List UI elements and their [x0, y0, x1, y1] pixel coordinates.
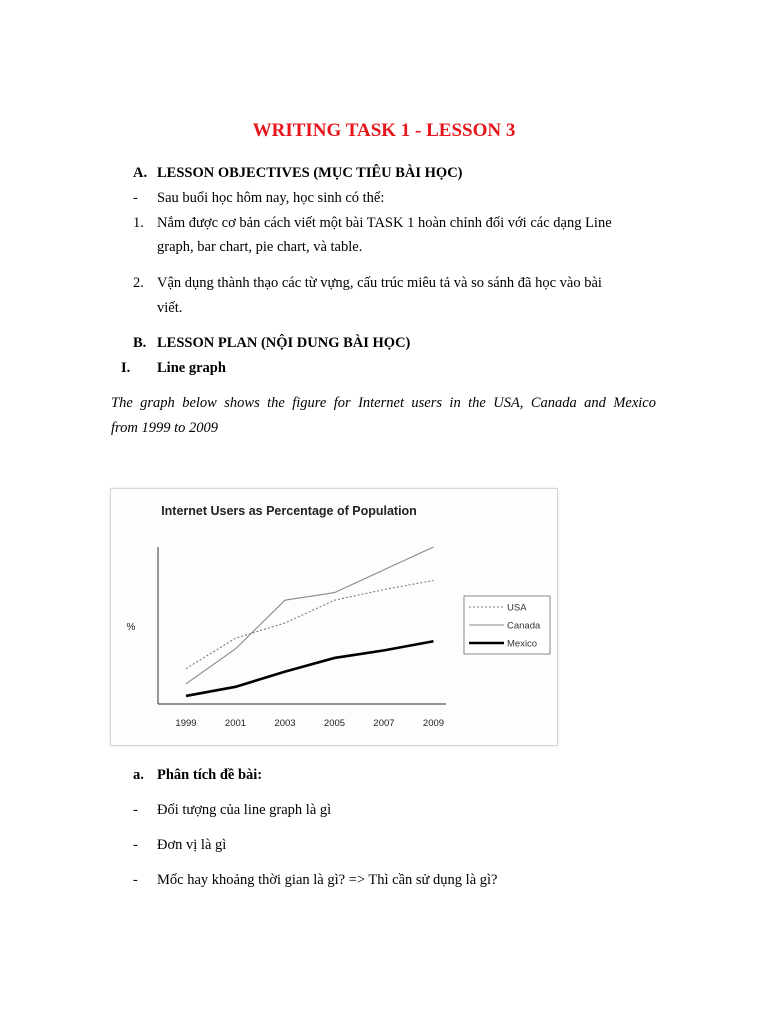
intro-marker: - — [133, 190, 138, 206]
section-b-marker: B. — [133, 335, 147, 351]
bullet-3-marker: - — [133, 872, 138, 888]
x-tick-label: 2003 — [274, 718, 296, 729]
chart-y-axis-label: % — [126, 622, 136, 633]
subsection-i-marker: I. — [121, 360, 131, 376]
bullet-1-marker: - — [133, 802, 138, 818]
intro-text: Sau buổi học hôm nay, học sinh có thể: — [157, 190, 385, 206]
bullet-3-text: Mốc hay khoảng thời gian là gì? => Thì cần sử dụng là gì? — [157, 872, 498, 888]
line-chart-figure — [111, 489, 557, 745]
series-line-usa — [186, 580, 434, 668]
prompt-line-2: from 1999 to 2009 — [111, 420, 219, 436]
objective-2-line1: Vận dụng thành thạo các từ vựng, cấu trúc miêu tả và so sánh đã học vào bài — [157, 275, 602, 291]
x-tick-label: 2009 — [422, 718, 445, 729]
bullet-2-marker: - — [133, 837, 138, 853]
chart-title: Internet Users as Percentage of Population — [161, 504, 417, 518]
page-title: WRITING TASK 1 - LESSON 3 — [252, 120, 516, 141]
x-tick-label: 1999 — [175, 718, 197, 729]
objective-1-marker: 1. — [133, 215, 144, 231]
legend-label-canada: Canada — [507, 620, 541, 632]
objective-2-line2: viết. — [157, 300, 183, 316]
line-chart — [111, 489, 557, 745]
objective-1-line2: graph, bar chart, pie chart, và table. — [157, 239, 363, 255]
bullet-2-text: Đơn vị là gì — [157, 837, 227, 853]
x-tick-label: 2005 — [323, 718, 346, 729]
prompt-line-1: The graph below shows the figure for Internet users in the USA, Canada and Mexico — [111, 395, 656, 411]
section-b-heading: LESSON PLAN (NỘI DUNG BÀI HỌC) — [157, 335, 411, 351]
subsection-i-heading: Line graph — [157, 360, 226, 376]
legend-label-usa: USA — [507, 602, 527, 614]
section-a2-marker: a. — [133, 767, 144, 783]
section-a-marker: A. — [133, 165, 148, 181]
series-line-mexico — [186, 641, 434, 696]
series-line-canada — [186, 547, 434, 684]
x-tick-label: 2001 — [224, 718, 247, 729]
legend-label-mexico: Mexico — [507, 638, 538, 650]
x-tick-label: 2007 — [373, 718, 395, 729]
section-a-heading: LESSON OBJECTIVES (MỤC TIÊU BÀI HỌC) — [157, 165, 463, 181]
objective-1-line1: Nắm được cơ bản cách viết một bài TASK 1 hoàn chỉnh đối với các dạng Line — [157, 215, 612, 231]
section-a2-heading: Phân tích đề bài: — [157, 767, 263, 783]
bullet-1-text: Đối tượng của line graph là gì — [157, 802, 332, 818]
objective-2-marker: 2. — [133, 275, 144, 291]
